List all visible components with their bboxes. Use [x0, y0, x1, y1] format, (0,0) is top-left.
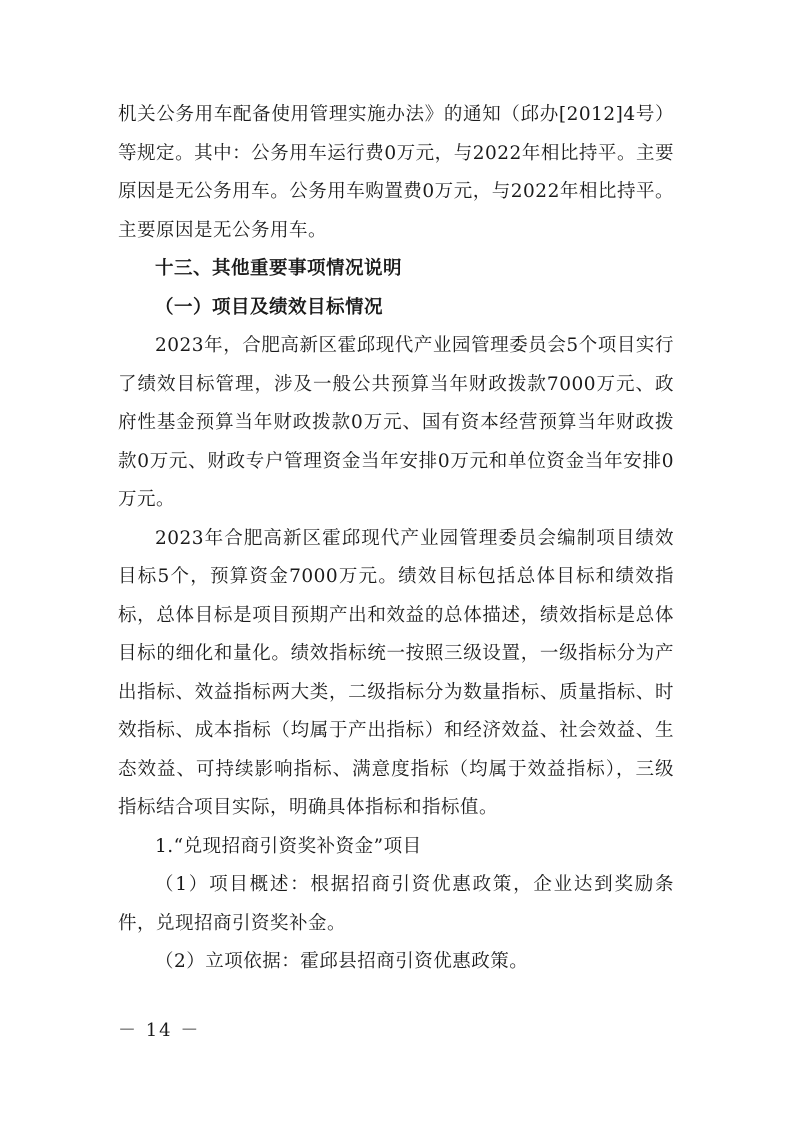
project-overview: （1）项目概述：根据招商引资优惠政策，企业达到奖励条件，兑现招商引资奖补金。	[118, 874, 674, 934]
page-number: － 14 －	[118, 1020, 201, 1041]
project-title: 1.“兑现招商引资奖补资金”项目	[155, 835, 422, 857]
body-text	[118, 96, 674, 982]
paragraph-vehicle-costs: 机关公务用车配备使用管理实施办法》的通知（邱办[2012]4号）等规定。其中：公务用车运行费0万元，与2022年相比持平。主要原因是无公务用车。公务用车购置费0万元，与2022年相比持平。主要原因是无公务用车。	[118, 104, 674, 241]
subsection-heading-1: （一）项目及绩效目标情况	[155, 296, 384, 318]
section-heading-13: 十三、其他重要事项情况说明	[155, 258, 403, 279]
project-basis: （2）立项依据：霍邱县招商引资优惠政策。	[155, 951, 529, 972]
paragraph-performance-targets: 2023年合肥高新区霍邱现代产业园管理委员会编制项目绩效目标5个，预算资金7000万元。绩效目标包括总体目标和绩效指标，总体目标是项目预期产出和效益的总体描述，绩效指标是总体目标的细化和量化。绩效指标统一按照三级设置，一级指标分为产出指标、效益指标两大类，二级指标分为数量指标、质量指标、时效指标、成本指标（均属于产出指标）和经济效益、社会效益、生态效益、可持续影响指标、满意度指标（均属于效益指标），三级指标结合项目实际，明确具体指标和指标值。	[118, 527, 674, 818]
paragraph-performance-management: 2023年，合肥高新区霍邱现代产业园管理委员会5个项目实行了绩效目标管理，涉及一般公共预算当年财政拨款7000万元、政府性基金预算当年财政拨款0万元、国有资本经营预算当年财政拨款0万元、财政专户管理资金当年安排0万元和单位资金当年安排0万元。	[118, 335, 674, 510]
